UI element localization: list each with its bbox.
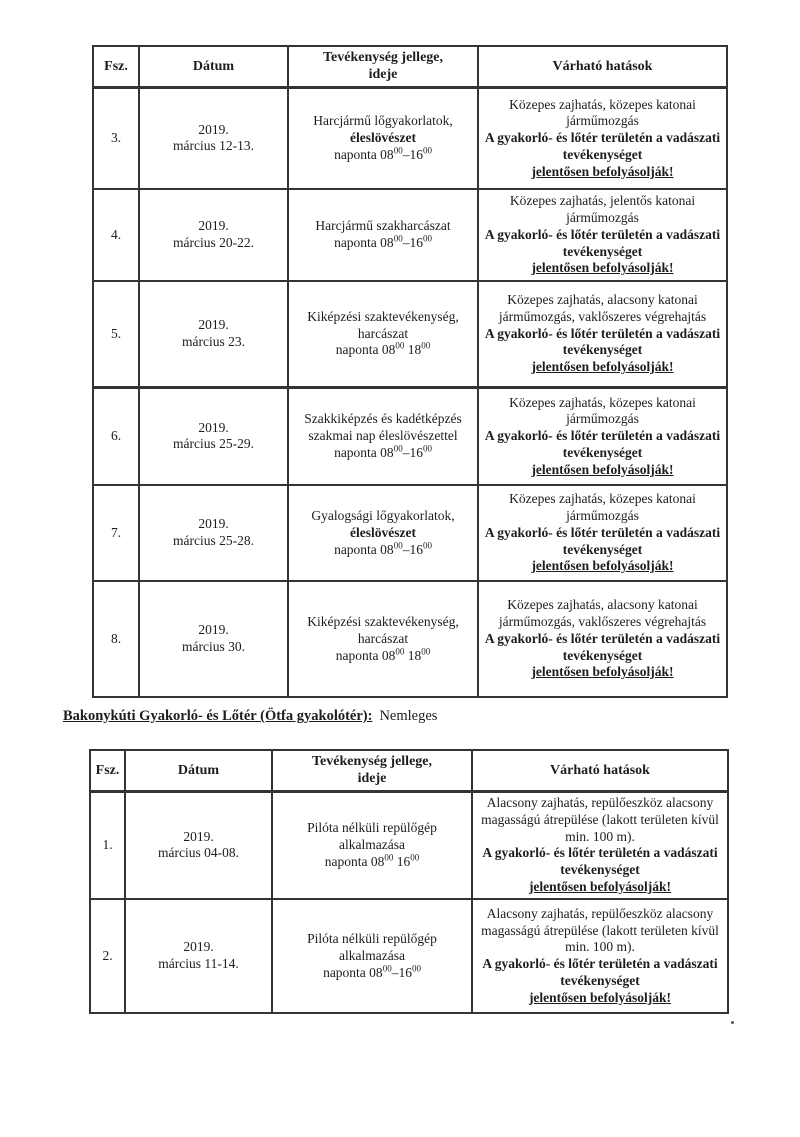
header-row	[93, 46, 727, 87]
table-row	[93, 485, 727, 581]
date-cell: 2019. március 25-29.	[139, 387, 288, 485]
header-cell-activity: Tevékenység jellege, ideje	[288, 46, 478, 87]
effects-cell: Alacsony zajhatás, repülőeszköz alacsony magasságú átrepülése (lakott területen kívül min. 100 m). A gyakorló- és lőtér területén a vadászati tevékenységet jelentősen befolyásolják!	[472, 791, 728, 899]
date-cell: 2019. március 11-14.	[125, 899, 272, 1013]
row-number-cell: 7.	[93, 485, 139, 581]
table-row	[93, 281, 727, 387]
header-row	[90, 750, 728, 791]
row-number-cell: 3.	[93, 87, 139, 189]
effects-cell: Közepes zajhatás, közepes katonai járműmozgás A gyakorló- és lőtér területén a vadászati tevékenységet jelentősen befolyásolják!	[478, 387, 727, 485]
header-cell-effects: Várható hatások	[478, 46, 727, 87]
date-cell: 2019. március 25-28.	[139, 485, 288, 581]
section-heading	[63, 708, 437, 725]
row-number-cell: 6.	[93, 387, 139, 485]
table-body	[93, 87, 727, 697]
effects-cell: Alacsony zajhatás, repülőeszköz alacsony magasságú átrepülése (lakott területen kívül min. 100 m). A gyakorló- és lőtér területén a vadászati tevékenységet jelentősen befolyásolják!	[472, 899, 728, 1013]
table-head	[93, 46, 727, 87]
date-cell: 2019. március 04-08.	[125, 791, 272, 899]
activity-cell: Harcjármű szakharcászat naponta $08^{00}-16^{00}$	[288, 189, 478, 281]
effects-cell: Közepes zajhatás, alacsony katonai járműmozgás, vaklőszeres végrehajtás A gyakorló- és lőtér területén a vadászati tevékenységet jelentősen befolyásolják!	[478, 281, 727, 387]
header-cell-activity: Tevékenység jellege, ideje	[272, 750, 472, 791]
row-number-cell: 2.	[90, 899, 125, 1013]
table-row	[93, 189, 727, 281]
row-number-cell: 8.	[93, 581, 139, 697]
header-cell-fsz: Fsz.	[90, 750, 125, 791]
activity-cell: Kiképzési szaktevékenység, harcászat naponta $08^{00}$ $18^{00}$	[288, 581, 478, 697]
table-head	[90, 750, 728, 791]
activity-cell: Gyalogsági lőgyakorlatok, éleslövészet naponta $08^{00}-16^{00}$	[288, 485, 478, 581]
row-number-cell: 5.	[93, 281, 139, 387]
header-cell-datum: Dátum	[125, 750, 272, 791]
effects-cell: Közepes zajhatás, közepes katonai járműmozgás A gyakorló- és lőtér területén a vadászati tevékenységet jelentősen befolyásolják!	[478, 87, 727, 189]
effects-cell: Közepes zajhatás, alacsony katonai járműmozgás, vaklőszeres végrehajtás A gyakorló- és lőtér területén a vadászati tevékenységet jelentősen befolyásolják!	[478, 581, 727, 697]
table-row	[93, 581, 727, 697]
row-number-cell: 4.	[93, 189, 139, 281]
activity-table-1	[92, 45, 728, 698]
header-cell-effects: Várható hatások	[472, 750, 728, 791]
header-cell-datum: Dátum	[139, 46, 288, 87]
activity-cell: Pilóta nélküli repülőgép alkalmazása naponta $08^{00}$ $16^{00}$	[272, 791, 472, 899]
table-row	[90, 899, 728, 1013]
activity-table-2	[89, 749, 729, 1014]
table-row	[93, 387, 727, 485]
table-row	[93, 87, 727, 189]
activity-cell: Pilóta nélküli repülőgép alkalmazása naponta $08^{00}-16^{00}$	[272, 899, 472, 1013]
date-cell: 2019. március 23.	[139, 281, 288, 387]
effects-cell: Közepes zajhatás, közepes katonai járműmozgás A gyakorló- és lőtér területén a vadászati tevékenységet jelentősen befolyásolják!	[478, 485, 727, 581]
date-cell: 2019. március 12-13.	[139, 87, 288, 189]
section-heading-result: Nemleges	[379, 708, 438, 724]
activity-cell: Kiképzési szaktevékenység, harcászat naponta $08^{00}$ $18^{00}$	[288, 281, 478, 387]
date-cell: 2019. március 30.	[139, 581, 288, 697]
table-row	[90, 791, 728, 899]
effects-cell: Közepes zajhatás, jelentős katonai járműmozgás A gyakorló- és lőtér területén a vadászati tevékenységet jelentősen befolyásolják!	[478, 189, 727, 281]
row-number-cell: 1.	[90, 791, 125, 899]
scan-speck	[731, 1021, 734, 1024]
date-cell: 2019. március 20-22.	[139, 189, 288, 281]
header-cell-fsz: Fsz.	[93, 46, 139, 87]
section-heading-title: Bakonykúti Gyakorló- és Lőtér (Ötfa gyakolótér):	[63, 708, 373, 724]
activity-cell: Harcjármű lőgyakorlatok, éleslövészet naponta $08^{00}-16^{00}$	[288, 87, 478, 189]
activity-cell: Szakkiképzés és kadétképzés szakmai nap éleslövészettel naponta $08^{00}-16^{00}$	[288, 387, 478, 485]
table-body	[90, 791, 728, 1013]
